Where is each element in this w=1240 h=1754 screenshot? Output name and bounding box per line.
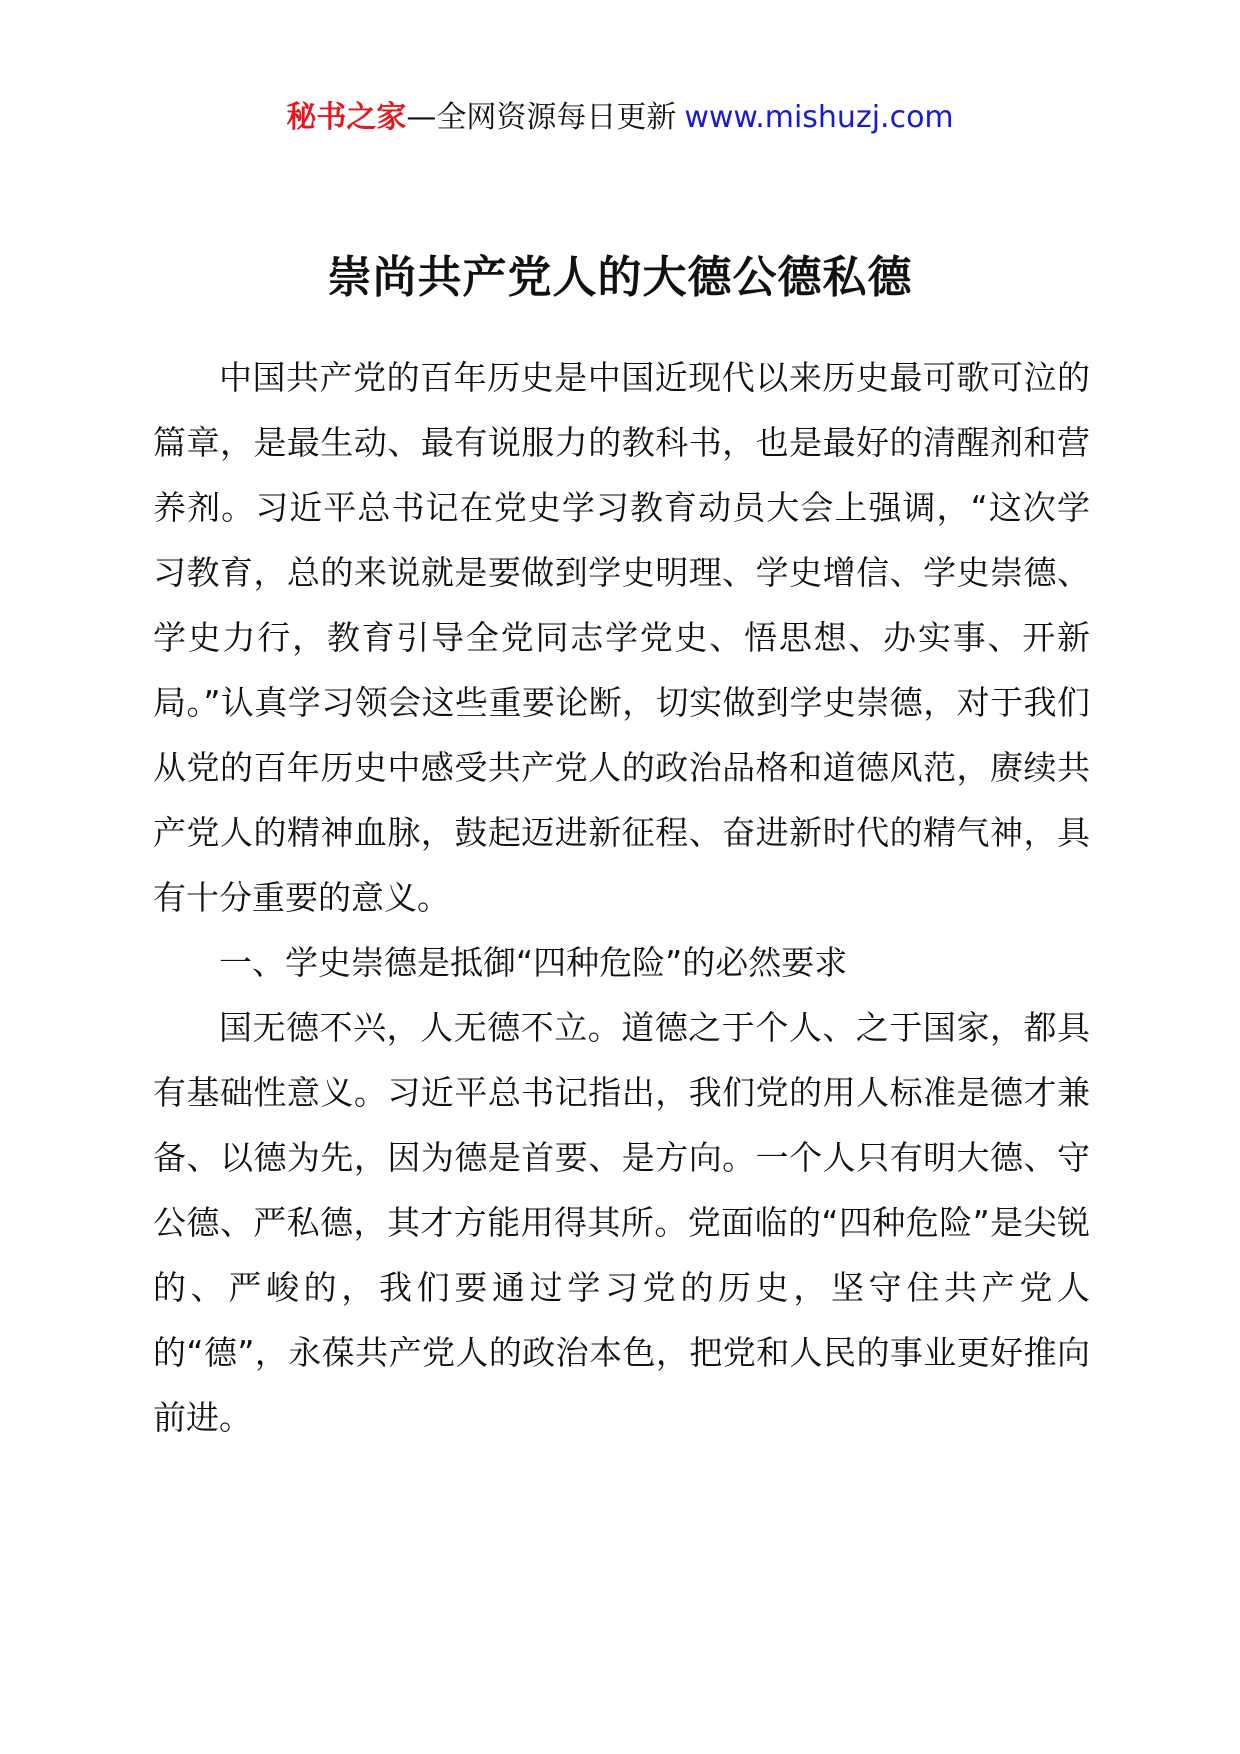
section-paragraph: 国无德不兴，人无德不立。道德之于个人、之于国家，都具有基础性意义。习近平总书记指出，我们党的用人标准是德才兼备、以德为先，因为德是首要、是方向。一个人只有明大德、守公德、严私德，其才方能用得其所。党面临的“四种危险”是尖锐的、严峻的，我们要通过学习党的历史，坚守住共产党人的“德”，永葆共产党人的政治本色，把党和人民的事业更好推向前进。 <box>153 1008 1090 1437</box>
document-body <box>153 345 1090 1450</box>
intro-paragraph: 中国共产党的百年历史是中国近现代以来历史最可歌可泣的篇章，是最生动、最有说服力的教科书，也是最好的清醒剂和营养剂。习近平总书记在党史学习教育动员大会上强调，“这次学习教育，总的来说就是要做到学史明理、学史增信、学史崇德、学史力行，教育引导全党同志学党史、悟思想、办实事、开新局。”认真学习领会这些重要论断，切实做到学史崇德，对于我们从党的百年历史中感受共产党人的政治品格和道德风范，赓续共产党人的精神血脉，鼓起迈进新征程、奋进新时代的精气神，具有十分重要的意义。 <box>153 358 1090 917</box>
brand-name: 秘书之家 <box>286 100 407 135</box>
document-title: 崇尚共产党人的大德公德私德 <box>327 252 913 303</box>
section-heading: 一、学史崇德是抵御“四种危险”的必然要求 <box>219 943 848 982</box>
site-link[interactable]: www.mishuzj.com <box>684 100 954 135</box>
header-tagline: —全网资源每日更新 <box>406 100 677 135</box>
site-header <box>0 98 1240 138</box>
